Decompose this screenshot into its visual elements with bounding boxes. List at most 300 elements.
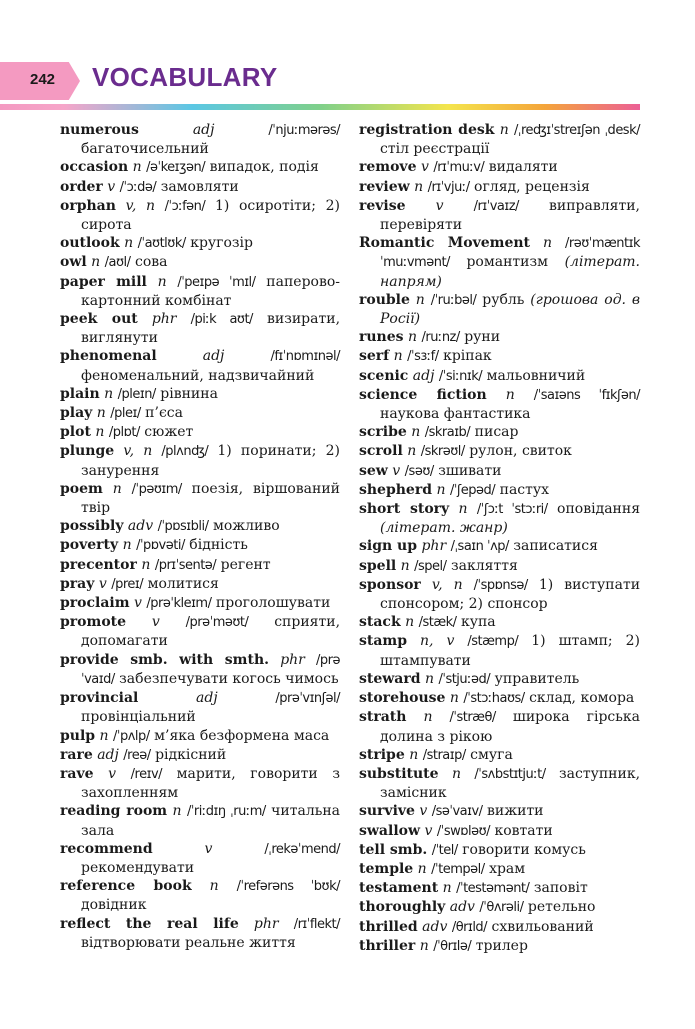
- part-of-speech: v: [424, 822, 433, 839]
- translation: молитися: [147, 575, 219, 592]
- part-of-speech: v: [151, 614, 160, 631]
- headword: survive: [359, 803, 415, 820]
- part-of-speech: n: [419, 937, 429, 954]
- vocab-entry: [60, 253, 340, 272]
- part-of-speech: adj: [97, 746, 119, 763]
- headword: order: [60, 178, 103, 195]
- headword: temple: [359, 860, 414, 877]
- transcription: /ˈrefərəns ˈbʊk/: [236, 879, 340, 895]
- translation: м’яка безформена маса: [154, 727, 330, 744]
- translation: огляд, рецензія: [474, 178, 590, 195]
- transcription: /ˈʃɔːt ˈstɔːri/: [476, 502, 548, 518]
- headword: paper mill: [60, 273, 147, 290]
- translation: схвильований: [491, 918, 594, 935]
- transcription: /ˈstjuːəd/: [438, 671, 491, 687]
- headword: scroll: [359, 443, 403, 460]
- vocab-entry: [60, 727, 340, 746]
- translation: кругозір: [190, 235, 253, 252]
- transcription: /ˈspɒnsə/: [473, 577, 528, 593]
- part-of-speech: n: [449, 690, 459, 707]
- translation: записатися: [513, 538, 598, 555]
- vocab-entry: [60, 347, 340, 384]
- translation: купа: [460, 614, 496, 631]
- part-of-speech: v: [435, 197, 444, 214]
- transcription: /pleɪn/: [117, 386, 156, 402]
- vocab-entry: [359, 386, 640, 423]
- transcription: /ˈstɔːhaʊs/: [463, 691, 525, 707]
- translation: довідник: [81, 897, 147, 914]
- vocab-entry: [359, 481, 640, 500]
- part-of-speech: adv: [449, 899, 475, 916]
- part-of-speech: v: [107, 178, 116, 195]
- headword: reading room: [60, 803, 168, 820]
- headword: numerous: [60, 122, 139, 138]
- headword: thrilled: [359, 918, 418, 935]
- headword: scribe: [359, 424, 407, 441]
- vocab-entry: [359, 347, 640, 366]
- headword: possibly: [60, 518, 124, 535]
- headword: outlook: [60, 235, 120, 252]
- vocab-entry: [359, 860, 640, 879]
- translation: склад, комора: [529, 690, 635, 707]
- part-of-speech: adj: [196, 690, 218, 707]
- vocab-entry: [359, 442, 640, 461]
- part-of-speech: n: [409, 746, 419, 763]
- part-of-speech: phr: [421, 538, 447, 555]
- translation: закляття: [451, 557, 518, 574]
- transcription: /θrɪld/: [451, 919, 488, 935]
- vocab-entry: [359, 367, 640, 386]
- part-of-speech: n: [91, 254, 101, 271]
- headword: spell: [359, 557, 397, 574]
- transcription: /fɪˈnɒmɪnəl/: [270, 349, 341, 365]
- headword: peek out: [60, 311, 138, 328]
- translation: паперово-картонний комбінат: [81, 273, 341, 309]
- headword: science fiction: [359, 386, 487, 403]
- vocab-entry: [359, 158, 640, 177]
- vocab-entry: [359, 898, 640, 917]
- headword: recommend: [60, 840, 153, 857]
- translation: стіл реєстрації: [380, 141, 490, 158]
- vocab-entry: [60, 273, 340, 310]
- headword: rave: [60, 765, 94, 782]
- translation: заступник, замісник: [380, 765, 641, 802]
- headword: stack: [359, 614, 401, 631]
- headword: rouble: [359, 291, 410, 308]
- vocab-entry: [359, 918, 640, 937]
- part-of-speech: adj: [202, 348, 225, 365]
- vocab-entry: [359, 765, 640, 802]
- headword: sponsor: [359, 576, 421, 593]
- vocab-entry: [60, 915, 340, 952]
- vocab-entry: [60, 802, 340, 839]
- headword: reflect the real life: [60, 915, 239, 932]
- vocab-entry: [60, 613, 340, 650]
- vocab-entry: [359, 197, 640, 234]
- transcription: /ˈɔːdə/: [119, 179, 157, 195]
- translation: смуга: [470, 746, 513, 763]
- part-of-speech: phr: [253, 915, 279, 932]
- translation: рулон, свиток: [469, 443, 572, 460]
- part-of-speech: v, n: [125, 197, 155, 214]
- headword: substitute: [359, 765, 439, 782]
- vocab-entry: [60, 385, 340, 404]
- vocab-entry: [359, 576, 640, 613]
- translation: сова: [134, 254, 168, 271]
- headword: provincial: [60, 690, 139, 707]
- transcription: /əˈkeɪʒən/: [146, 160, 206, 176]
- translation: п’єса: [145, 405, 183, 422]
- part-of-speech: n: [141, 556, 151, 573]
- translation: трилер: [475, 937, 528, 954]
- vocab-entry: [359, 328, 640, 347]
- transcription: /plɒt/: [108, 425, 140, 441]
- translation: 1) виступати спонсором; 2) спонсор: [380, 576, 641, 613]
- part-of-speech: v: [204, 840, 213, 857]
- headword: remove: [359, 159, 417, 176]
- translation: бідність: [189, 537, 248, 554]
- vocab-entry: [60, 556, 340, 575]
- part-of-speech: n: [414, 178, 424, 195]
- vocab-entry: [60, 877, 340, 914]
- transcription: /rəʊˈmæntɪk ˈmuːvmənt/: [380, 236, 640, 271]
- transcription: /ˈswɒləʊ/: [436, 823, 490, 839]
- part-of-speech: n: [436, 481, 446, 498]
- vocab-entry: [60, 442, 340, 479]
- part-of-speech: n: [423, 709, 433, 726]
- transcription: /skraɪb/: [424, 425, 471, 441]
- vocab-entry: [60, 197, 340, 234]
- vocab-entry: [60, 594, 340, 613]
- part-of-speech: n: [157, 273, 167, 290]
- translation: 1) поринати; 2) занурення: [81, 443, 340, 479]
- part-of-speech: n: [415, 291, 425, 308]
- translation: багаточисельний: [81, 141, 209, 158]
- part-of-speech: n: [393, 348, 403, 365]
- translation: писар: [474, 424, 519, 441]
- headword: thoroughly: [359, 899, 446, 916]
- vocab-entry: [359, 462, 640, 481]
- part-of-speech: adj: [412, 367, 435, 384]
- transcription: /ˈθʌrəli/: [479, 900, 524, 916]
- vocab-entry: [359, 537, 640, 556]
- headword: plunge: [60, 443, 115, 460]
- headword: tell smb.: [359, 841, 428, 858]
- headword: pulp: [60, 727, 96, 744]
- transcription: /ˈsʌbstɪtjuːt/: [474, 766, 546, 782]
- headword: strath: [359, 709, 407, 726]
- transcription: /səˈvaɪv/: [431, 804, 483, 820]
- translation: феноменальний, надзвичайний: [81, 367, 315, 384]
- part-of-speech: phr: [280, 651, 305, 668]
- transcription: /ˈθrɪlə/: [433, 938, 472, 954]
- transcription: /ˈsaɪəns ˈfɪkʃən/: [533, 387, 641, 403]
- transcription: /rɪˈvaɪz/: [473, 198, 519, 214]
- headword: occasion: [60, 159, 129, 176]
- vocab-entry: [60, 517, 340, 536]
- part-of-speech: n: [96, 405, 106, 422]
- transcription: /piːk aʊt/: [190, 312, 253, 328]
- part-of-speech: n: [112, 480, 122, 497]
- transcription: /skrəʊl/: [420, 444, 465, 460]
- headword: stripe: [359, 746, 405, 763]
- transcription: /rɪˈvjuː/: [427, 179, 470, 195]
- part-of-speech: n: [405, 614, 415, 631]
- translation: наукова фантастика: [380, 406, 531, 423]
- transcription: /ruːnz/: [421, 330, 460, 346]
- part-of-speech: v, n: [123, 443, 153, 460]
- part-of-speech: n: [458, 501, 468, 518]
- part-of-speech: adv: [422, 918, 448, 935]
- vocab-entry: [359, 500, 640, 537]
- translation: сюжет: [144, 424, 194, 441]
- vocab-entry: [359, 822, 640, 841]
- transcription: /ˈsɜːf/: [407, 349, 439, 365]
- headword: plot: [60, 424, 91, 441]
- part-of-speech: n: [425, 670, 435, 687]
- translation: читальна зала: [81, 803, 341, 839]
- part-of-speech: n: [411, 424, 421, 441]
- transcription: /ˈpɒvəti/: [136, 538, 185, 554]
- comment: (грошова од. в Росії): [380, 291, 641, 328]
- translation: виправляти, перевіряти: [380, 197, 641, 234]
- translation: сприяти, допомагати: [81, 614, 341, 650]
- headword: serf: [359, 348, 390, 365]
- translation: провінціальний: [81, 709, 196, 726]
- transcription: /ˌsaɪn ˈʌp/: [450, 539, 509, 555]
- part-of-speech: phr: [151, 311, 177, 328]
- vocab-entry: [359, 234, 640, 291]
- translation: ретельно: [527, 899, 596, 916]
- headword: shepherd: [359, 481, 433, 498]
- transcription: /ˈnjuːmərəs/: [268, 123, 341, 138]
- vocabulary-column-right: [359, 121, 640, 956]
- transcription: /stæk/: [418, 615, 457, 631]
- part-of-speech: n: [417, 860, 427, 877]
- part-of-speech: adj: [192, 122, 215, 138]
- translation: зшивати: [438, 462, 502, 479]
- translation: романтизм: [466, 254, 549, 271]
- part-of-speech: v, n: [431, 576, 463, 593]
- translation: рідкісний: [155, 746, 227, 763]
- translation: рівнина: [160, 385, 218, 402]
- transcription: /ˈsiːnɪk/: [438, 368, 483, 384]
- transcription: /ˈpɒsɪbli/: [157, 519, 209, 535]
- headword: poem: [60, 480, 103, 497]
- part-of-speech: n: [122, 537, 132, 554]
- translation: мальовничий: [486, 367, 586, 384]
- vocab-entry: [359, 937, 640, 956]
- translation: широка гірська долина з рікою: [380, 709, 640, 745]
- translation: марити, говорити з захопленням: [81, 765, 341, 802]
- transcription: /ˈtestəmənt/: [456, 881, 530, 897]
- translation: 1) осиротіти; 2) сирота: [81, 197, 340, 234]
- translation: замовляти: [160, 178, 239, 195]
- vocab-entry: [60, 178, 340, 197]
- headword: owl: [60, 254, 87, 271]
- translation: ковтати: [494, 822, 553, 839]
- headword: short story: [359, 501, 450, 518]
- part-of-speech: v: [98, 575, 107, 592]
- transcription: /reə/: [123, 747, 151, 763]
- transcription: /ˈpʌlp/: [113, 728, 150, 744]
- vocab-entry: [359, 613, 640, 632]
- translation: рекомендувати: [81, 859, 195, 876]
- translation: заповіт: [533, 880, 588, 897]
- part-of-speech: n: [407, 443, 417, 460]
- translation: забезпечувати когось чимось: [119, 670, 339, 687]
- part-of-speech: n: [99, 727, 109, 744]
- headword: play: [60, 405, 93, 422]
- part-of-speech: v: [392, 462, 401, 479]
- transcription: /preɪ/: [111, 576, 144, 592]
- transcription: /ˈaʊtlʊk/: [137, 236, 186, 252]
- translation: 1) штамп; 2) штампувати: [380, 633, 640, 669]
- vocab-entry: [60, 234, 340, 253]
- part-of-speech: n: [104, 385, 114, 402]
- part-of-speech: n: [543, 235, 553, 252]
- headword: storehouse: [359, 690, 446, 707]
- vocab-entry: [359, 121, 640, 158]
- vocab-entry: [60, 651, 340, 689]
- translation: визирати, виглянути: [81, 311, 341, 347]
- transcription: /prəˈvɪnʃəl/: [275, 691, 341, 707]
- part-of-speech: n: [499, 122, 509, 138]
- vocab-entry: [60, 746, 340, 765]
- headword: rare: [60, 746, 93, 763]
- transcription: /ˈʃepəd/: [449, 482, 496, 498]
- vocab-entry: [60, 310, 340, 347]
- transcription: /ˈɔːfən/: [164, 198, 206, 214]
- headword: Romantic Movement: [359, 235, 531, 252]
- translation: кріпак: [443, 348, 492, 365]
- vocab-entry: [60, 423, 340, 442]
- vocab-entry: [60, 480, 340, 517]
- part-of-speech: adv: [127, 518, 154, 535]
- transcription: /ˌrekəˈmend/: [264, 841, 341, 857]
- transcription: /ˈpeɪpə ˈmɪl/: [177, 274, 256, 290]
- vocab-entry: [359, 746, 640, 765]
- translation: оповідання: [557, 501, 641, 518]
- transcription: /rɪˈmuːv/: [433, 160, 485, 176]
- translation: храм: [489, 860, 526, 877]
- page-header: [0, 0, 695, 115]
- headword: reference book: [60, 878, 192, 895]
- page-number: 242: [30, 71, 56, 88]
- vocab-entry: [60, 689, 340, 726]
- part-of-speech: v: [420, 159, 429, 176]
- headword: thriller: [359, 937, 416, 954]
- headword: review: [359, 178, 410, 195]
- transcription: /prəˈvaɪd/: [81, 652, 341, 687]
- rainbow-divider: [0, 104, 640, 110]
- vocab-entry: [359, 291, 640, 328]
- headword: pray: [60, 575, 95, 592]
- part-of-speech: n: [442, 880, 452, 897]
- comment: (літерат. жанр): [380, 520, 508, 537]
- vocab-entry: [359, 178, 640, 197]
- transcription: /plʌnʤ/: [161, 444, 209, 460]
- vocab-entry: [359, 423, 640, 442]
- transcription: /stæmp/: [467, 634, 519, 650]
- part-of-speech: n: [400, 557, 410, 574]
- translation: вижити: [487, 803, 544, 820]
- part-of-speech: n: [505, 386, 515, 403]
- vocab-entry: [359, 670, 640, 689]
- vocab-entry: [60, 121, 340, 158]
- headword: steward: [359, 670, 421, 687]
- vocab-entry: [359, 802, 640, 821]
- vocab-entry: [359, 632, 640, 669]
- headword: stamp: [359, 633, 408, 650]
- headword: orphan: [60, 197, 116, 214]
- headword: testament: [359, 880, 439, 897]
- headword: precentor: [60, 556, 137, 573]
- part-of-speech: n: [132, 159, 142, 176]
- transcription: /ˈruːbəl/: [430, 292, 477, 308]
- headword: sew: [359, 462, 388, 479]
- translation: руни: [464, 329, 501, 346]
- transcription: /aʊl/: [104, 255, 131, 271]
- transcription: /ˈtempəl/: [431, 861, 485, 877]
- vocab-entry: [359, 841, 640, 860]
- translation: проголошувати: [215, 595, 331, 612]
- translation: відтворювати реальне життя: [81, 934, 296, 951]
- vocabulary-column-left: [60, 121, 340, 952]
- transcription: /ˈriːdɪŋ ˌruːm/: [186, 804, 266, 820]
- translation: управитель: [494, 670, 580, 687]
- translation: видаляти: [488, 159, 558, 176]
- transcription: /ˈstræθ/: [449, 710, 496, 726]
- part-of-speech: n: [172, 803, 182, 820]
- headword: scenic: [359, 367, 409, 384]
- headword: runes: [359, 329, 404, 346]
- vocab-entry: [60, 840, 340, 877]
- headword: swallow: [359, 822, 421, 839]
- transcription: /reɪv/: [130, 766, 163, 782]
- part-of-speech: v: [108, 765, 117, 782]
- transcription: /səʊ/: [404, 463, 434, 479]
- transcription: /straɪp/: [422, 747, 466, 763]
- headword: sign up: [359, 538, 418, 555]
- transcription: /pleɪ/: [110, 406, 141, 422]
- part-of-speech: n, v: [420, 633, 455, 650]
- page-title: VOCABULARY: [92, 62, 278, 92]
- vocab-entry: [60, 404, 340, 423]
- part-of-speech: n: [124, 235, 134, 252]
- transcription: /ˌreʤɪˈstreɪʃən ˌdesk/: [514, 123, 640, 138]
- translation: говорити комусь: [462, 841, 586, 858]
- translation: рубль: [482, 291, 525, 308]
- transcription: /prəˈkleɪm/: [146, 596, 212, 612]
- transcription: /ˈtel/: [431, 842, 458, 858]
- part-of-speech: n: [407, 329, 418, 346]
- vocab-entry: [359, 689, 640, 708]
- comment: (літерат. напрям): [380, 254, 641, 290]
- headword: phenomenal: [60, 348, 157, 365]
- translation: можливо: [212, 518, 280, 535]
- vocab-entry: [60, 575, 340, 594]
- headword: proclaim: [60, 595, 130, 612]
- part-of-speech: n: [95, 424, 105, 441]
- vocab-entry: [359, 879, 640, 898]
- part-of-speech: n: [209, 878, 219, 895]
- part-of-speech: n: [451, 765, 461, 782]
- part-of-speech: v: [419, 803, 428, 820]
- vocab-entry: [60, 765, 340, 802]
- part-of-speech: v: [134, 595, 142, 612]
- transcription: /spel/: [414, 558, 447, 574]
